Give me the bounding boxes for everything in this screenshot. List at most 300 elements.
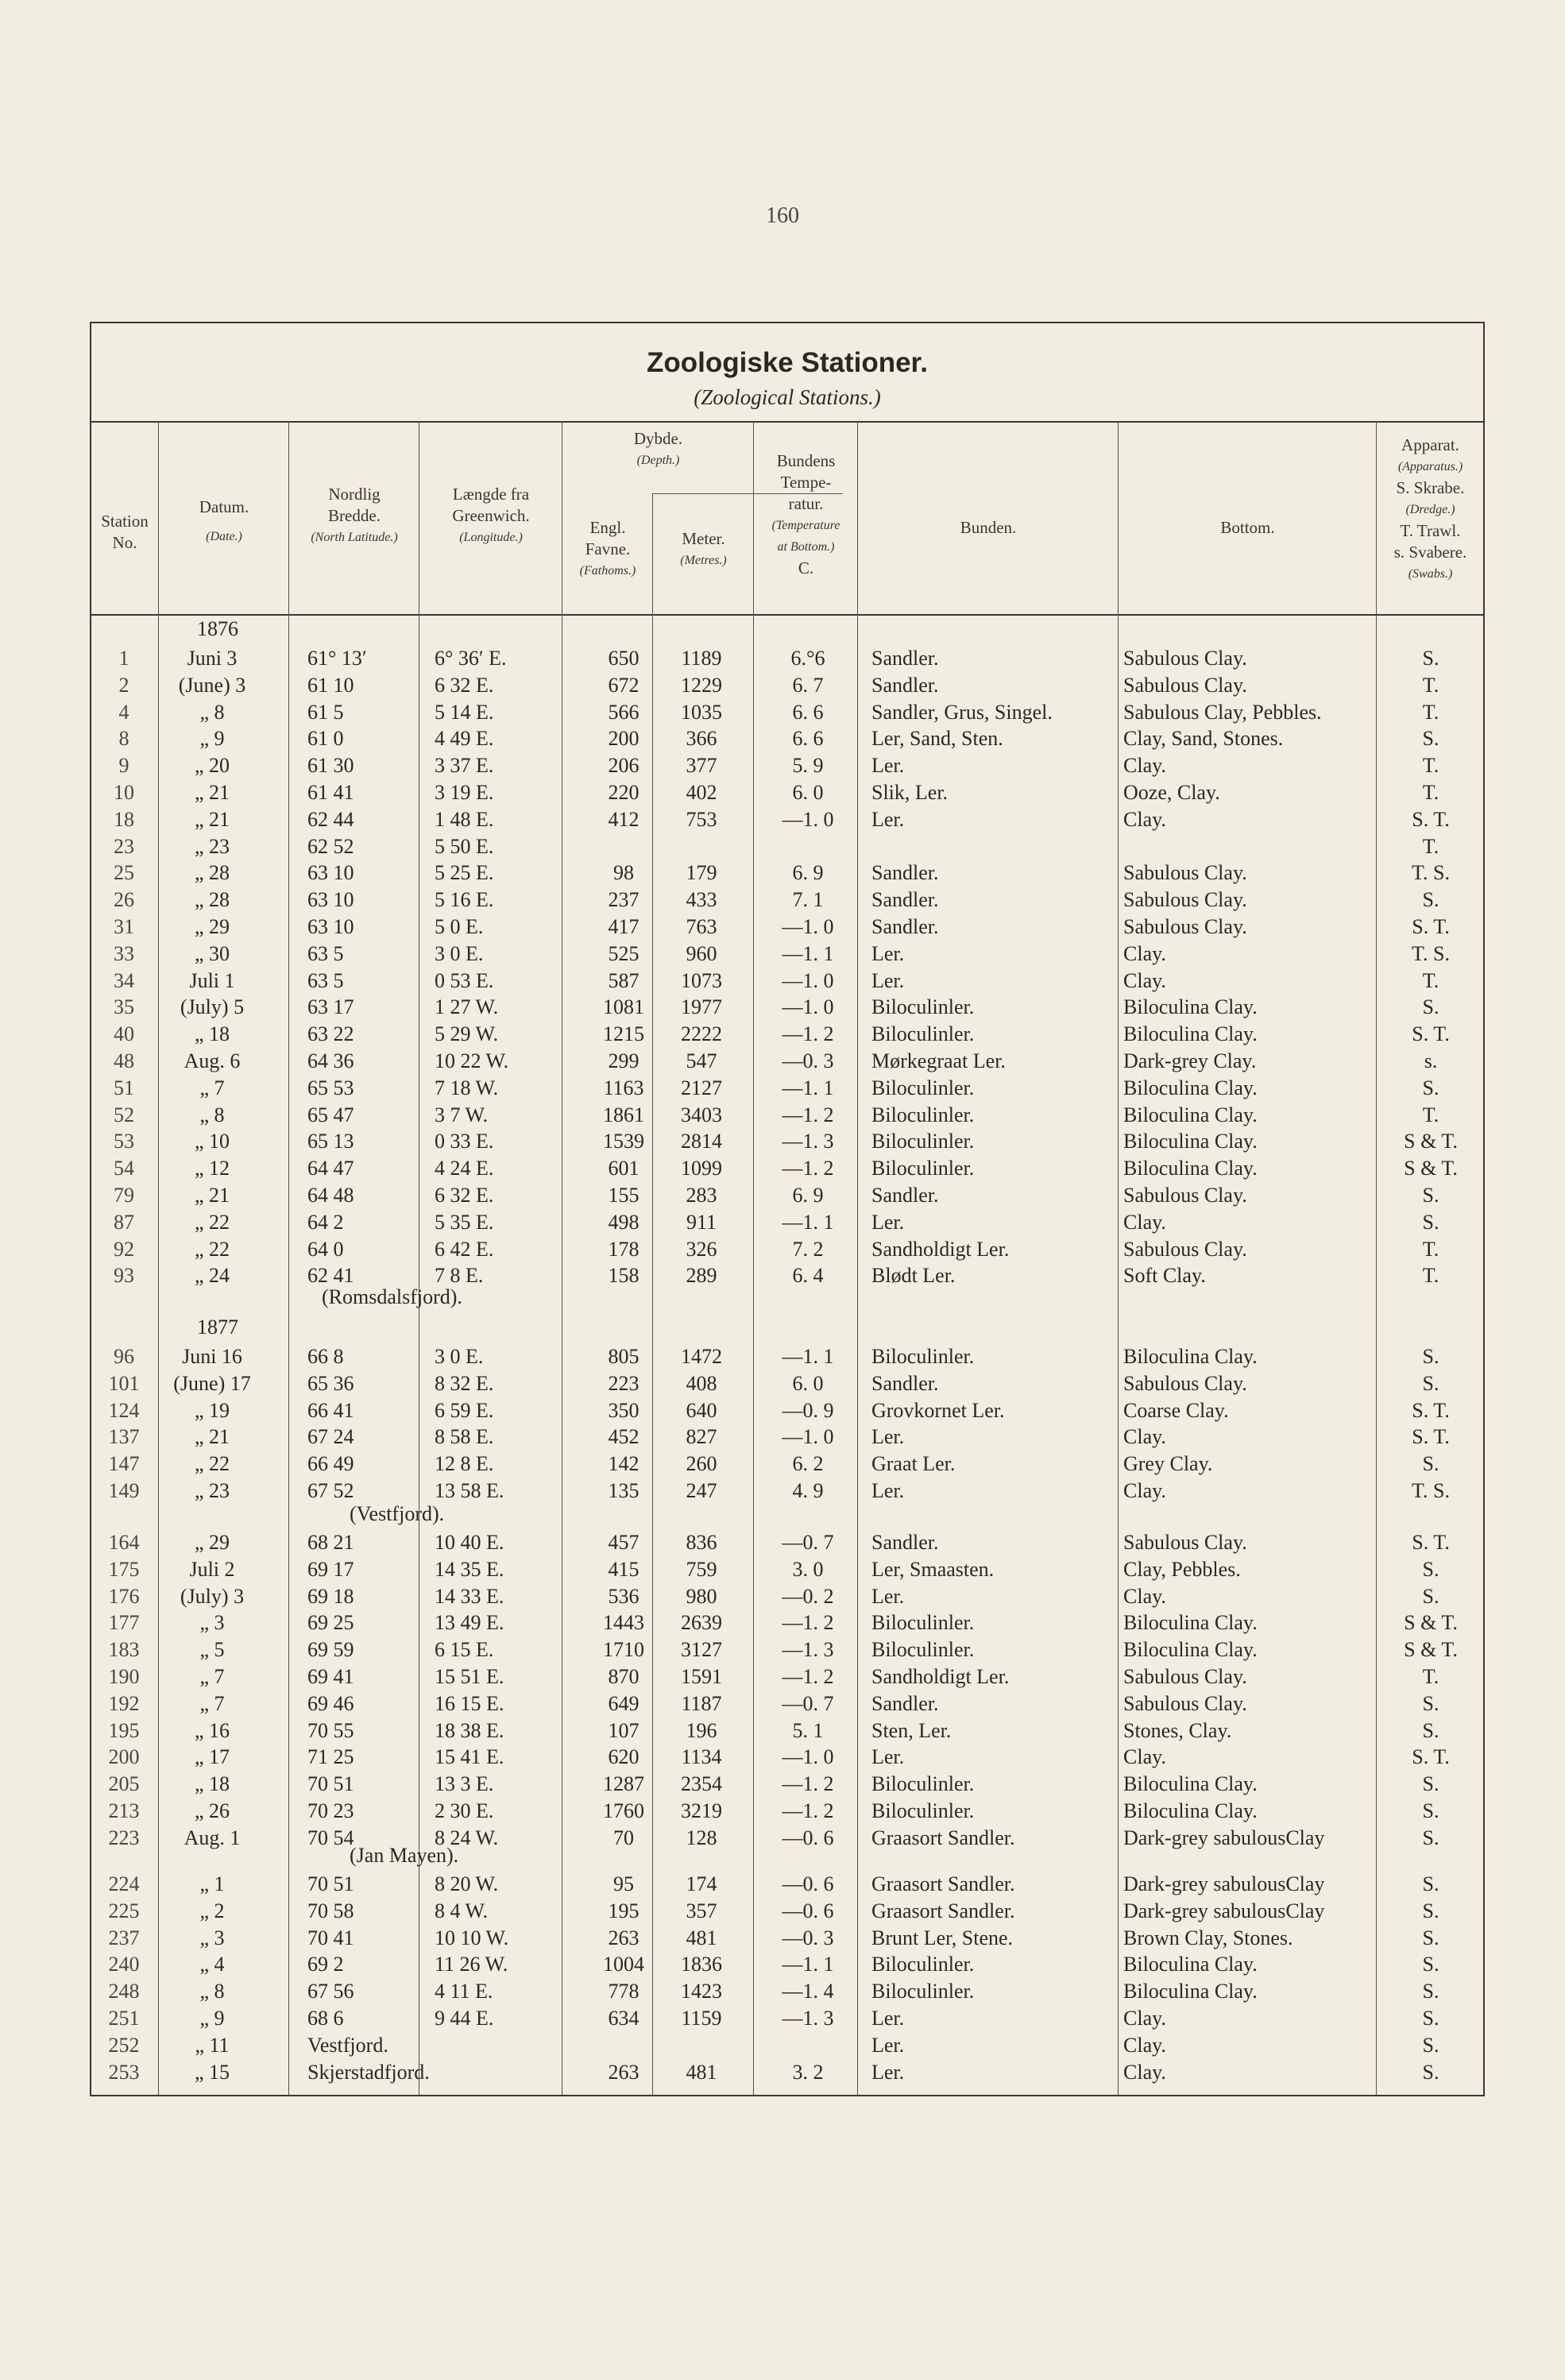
longitude-cell: 9 44 E.: [435, 2007, 494, 2030]
bottom-english-cell: Clay, Sand, Stones.: [1123, 727, 1284, 751]
bottom-english-cell: Dark-grey sabulousClay: [1123, 1872, 1325, 1895]
apparatus-cell: s.: [1424, 1049, 1438, 1072]
latitude-cell: 63 10: [307, 861, 354, 885]
date-cell: „ 9: [199, 2007, 225, 2030]
date-cell: „ 15: [194, 2060, 230, 2084]
depth-fathoms-cell: 178: [608, 1237, 640, 1261]
latitude-cell: 67 52: [307, 1479, 354, 1502]
depth-metres-cell: 640: [686, 1398, 717, 1422]
bottom-temperature-cell: 6. 9: [792, 861, 824, 885]
bottom-temperature-cell: —1. 0: [782, 968, 834, 992]
depth-fathoms-cell: 587: [608, 968, 640, 992]
depth-metres-cell: 759: [686, 1557, 717, 1581]
latitude-cell: 68 21: [307, 1531, 354, 1554]
bottom-temperature-cell: 6. 7: [792, 673, 824, 697]
depth-fathoms-cell: 566: [608, 700, 640, 724]
longitude-cell: 18 38 E.: [435, 1718, 504, 1742]
apparatus-cell: S.: [1422, 647, 1439, 670]
bottom-english-cell: Clay.: [1123, 807, 1166, 831]
bottom-temperature-cell: —0. 7: [782, 1531, 834, 1554]
bottom-english-cell: Sabulous Clay.: [1123, 673, 1247, 697]
bottom-english-cell: Sabulous Clay, Pebbles.: [1123, 700, 1322, 724]
apparatus-cell: S. T.: [1412, 1745, 1450, 1769]
depth-metres-cell: 547: [686, 1049, 717, 1072]
apparatus-cell: S.: [1422, 2060, 1439, 2084]
longitude-cell: 3 0 E.: [435, 1345, 484, 1368]
date-cell: (July) 5: [180, 995, 245, 1019]
latitude-cell: 67 56: [307, 1980, 354, 2003]
station-number-cell: 192: [108, 1691, 140, 1715]
station-number-cell: 96: [114, 1345, 134, 1368]
bottom-norwegian-cell: Graasort Sandler.: [871, 1899, 1015, 1922]
bottom-english-cell: Biloculina Clay.: [1123, 1980, 1258, 2003]
bottom-norwegian-cell: Sandler.: [871, 888, 939, 912]
bottom-english-cell: Dark-grey sabulousClay: [1123, 1826, 1325, 1849]
table-title: Zoologiske Stationer.: [647, 347, 928, 378]
depth-fathoms-cell: 870: [608, 1665, 640, 1688]
bottom-temperature-cell: —1. 0: [782, 915, 834, 938]
table-row: [91, 1397, 1483, 1424]
date-cell: „ 19: [194, 1398, 230, 1422]
station-number-cell: 34: [114, 968, 134, 992]
depth-metres-cell: 260: [686, 1452, 717, 1476]
bottom-norwegian-cell: Ler, Sand, Sten.: [871, 727, 1003, 751]
depth-metres-cell: 179: [686, 861, 717, 885]
table-row: [91, 1021, 1483, 1048]
depth-metres-cell: 1189: [681, 647, 722, 670]
longitude-cell: 14 35 E.: [435, 1557, 504, 1581]
depth-fathoms-cell: 107: [608, 1718, 640, 1742]
table-subtitle: (Zoological Stations.): [694, 385, 881, 409]
bottom-temperature-cell: —1. 1: [782, 1076, 834, 1099]
bottom-norwegian-cell: Ler.: [871, 807, 905, 831]
bottom-temperature-cell: —0. 2: [782, 1584, 834, 1608]
station-number-cell: 8: [118, 727, 129, 751]
bottom-temperature-cell: 6. 2: [792, 1452, 824, 1476]
apparatus-cell: S. T.: [1412, 1425, 1450, 1449]
depth-metres-cell: 377: [686, 754, 717, 778]
header-metres: Meter. (Metres.): [680, 529, 727, 567]
bottom-english-cell: Clay.: [1123, 1745, 1166, 1769]
table-row: [91, 1236, 1483, 1263]
date-cell: „ 28: [194, 861, 230, 885]
date-cell: „ 20: [194, 754, 230, 778]
bottom-english-cell: Ooze, Clay.: [1123, 781, 1220, 804]
bottom-english-cell: Biloculina Clay.: [1123, 1772, 1258, 1796]
apparatus-cell: S.: [1422, 1772, 1439, 1796]
date-cell: „ 24: [194, 1264, 230, 1288]
bottom-english-cell: Sabulous Clay.: [1123, 888, 1247, 912]
apparatus-cell: S.: [1422, 1557, 1439, 1581]
bottom-norwegian-cell: Graasort Sandler.: [871, 1826, 1015, 1849]
location-note: (Romsdalsfjord).: [322, 1285, 462, 1308]
table-row: [91, 725, 1483, 752]
depth-metres-cell: 481: [686, 2060, 717, 2084]
bottom-norwegian-cell: Sandler.: [871, 1531, 939, 1554]
bottom-norwegian-cell: Brunt Ler, Stene.: [871, 1926, 1014, 1949]
longitude-cell: 13 58 E.: [435, 1479, 504, 1502]
date-cell: „ 11: [195, 2033, 230, 2057]
table-row: [91, 1370, 1483, 1397]
bottom-norwegian-cell: Biloculinler.: [871, 995, 975, 1019]
depth-fathoms-cell: 95: [613, 1872, 634, 1895]
station-number-cell: 18: [114, 807, 134, 831]
date-cell: „ 18: [194, 1022, 230, 1046]
table-row: [91, 1583, 1483, 1610]
page-number: 160: [766, 203, 799, 228]
bottom-norwegian-cell: Biloculinler.: [871, 1953, 975, 1976]
bottom-norwegian-cell: Sandler.: [871, 1184, 939, 1207]
apparatus-cell: S. T.: [1412, 807, 1450, 831]
date-cell: „ 26: [194, 1799, 230, 1822]
table-row: [91, 1182, 1483, 1209]
station-number-cell: 252: [108, 2033, 140, 2057]
depth-metres-cell: 1472: [681, 1345, 722, 1368]
date-cell: „ 12: [194, 1157, 230, 1180]
table-row: [91, 2005, 1483, 2032]
bottom-temperature-cell: —1. 2: [782, 1103, 834, 1126]
bottom-english-cell: Biloculina Clay.: [1123, 1611, 1258, 1635]
date-cell: „ 21: [194, 807, 230, 831]
bottom-norwegian-cell: Biloculinler.: [871, 1130, 975, 1153]
date-cell: „ 2: [199, 1899, 225, 1922]
bottom-norwegian-cell: Sandler.: [871, 915, 939, 938]
depth-metres-cell: 289: [686, 1264, 717, 1288]
date-cell: „ 23: [194, 834, 230, 858]
depth-metres-cell: 1229: [681, 673, 722, 697]
longitude-cell: 15 41 E.: [435, 1745, 504, 1769]
latitude-cell: 70 54: [307, 1826, 354, 1849]
bottom-temperature-cell: 6. 6: [792, 727, 824, 751]
bottom-english-cell: Clay.: [1123, 754, 1166, 778]
station-number-cell: 137: [108, 1425, 140, 1449]
table-row: [91, 806, 1483, 833]
bottom-norwegian-cell: Biloculinler.: [871, 1611, 975, 1635]
apparatus-cell: S. T.: [1412, 1022, 1450, 1046]
station-number-cell: 54: [114, 1157, 134, 1180]
table-row: [91, 1048, 1483, 1075]
date-cell: „ 9: [199, 727, 225, 751]
station-number-cell: 176: [108, 1584, 140, 1608]
bottom-norwegian-cell: Biloculinler.: [871, 1345, 975, 1368]
date-cell: „ 21: [194, 1425, 230, 1449]
bottom-temperature-cell: —1. 2: [782, 1665, 834, 1688]
bottom-temperature-cell: 4. 9: [792, 1479, 824, 1502]
table-row: [91, 1871, 1483, 1898]
date-cell: (June) 17: [173, 1371, 251, 1395]
date-cell: (June) 3: [178, 673, 246, 697]
latitude-cell: 61 10: [307, 673, 354, 697]
longitude-cell: 8 4 W.: [435, 1899, 489, 1922]
depth-metres-cell: 3403: [681, 1103, 722, 1126]
date-cell: „ 21: [194, 781, 230, 804]
apparatus-cell: S.: [1422, 1452, 1439, 1476]
bottom-english-cell: Biloculina Clay.: [1123, 995, 1258, 1019]
bottom-english-cell: Dark-grey sabulousClay: [1123, 1899, 1325, 1922]
depth-metres-cell: 433: [686, 888, 717, 912]
latitude-cell: 65 36: [307, 1371, 354, 1395]
station-number-cell: 101: [108, 1371, 140, 1395]
longitude-cell: 7 18 W.: [435, 1076, 499, 1099]
bottom-english-cell: Soft Clay.: [1123, 1264, 1206, 1288]
bottom-english-cell: Stones, Clay.: [1123, 1718, 1232, 1742]
bottom-temperature-cell: —1. 0: [782, 807, 834, 831]
date-cell: „ 8: [199, 1980, 225, 2003]
bottom-english-cell: Dark-grey Clay.: [1123, 1049, 1257, 1072]
bottom-temperature-cell: 5. 9: [792, 754, 824, 778]
table-row: [91, 2059, 1483, 2086]
latitude-cell: 67 24: [307, 1425, 354, 1449]
bottom-english-cell: Biloculina Clay.: [1123, 1638, 1258, 1662]
depth-fathoms-cell: 135: [608, 1479, 640, 1502]
longitude-cell: 5 50 E.: [435, 834, 494, 858]
depth-metres-cell: 1591: [681, 1665, 722, 1688]
date-cell: „ 7: [199, 1691, 225, 1715]
latitude-cell: 69 25: [307, 1611, 354, 1635]
bottom-norwegian-cell: Biloculinler.: [871, 1638, 975, 1662]
depth-metres-cell: 196: [686, 1718, 717, 1742]
bottom-norwegian-cell: Ler.: [871, 2060, 905, 2084]
table-row: [91, 1451, 1483, 1478]
apparatus-cell: T. S.: [1412, 1479, 1450, 1502]
depth-fathoms-cell: 1710: [603, 1638, 644, 1662]
longitude-cell: 8 20 W.: [435, 1872, 499, 1895]
longitude-cell: 1 48 E.: [435, 807, 494, 831]
latitude-cell: 69 41: [307, 1665, 354, 1688]
longitude-cell: 12 8 E.: [435, 1452, 494, 1476]
latitude-cell: 70 51: [307, 1772, 354, 1796]
bottom-temperature-cell: 6. 9: [792, 1184, 824, 1207]
longitude-cell: 4 11 E.: [435, 1980, 493, 2003]
station-number-cell: 237: [108, 1926, 140, 1949]
depth-metres-cell: 960: [686, 941, 717, 965]
longitude-cell: 7 8 E.: [435, 1264, 484, 1288]
bottom-norwegian-cell: Ler.: [871, 968, 905, 992]
bottom-temperature-cell: —1. 0: [782, 995, 834, 1019]
latitude-cell: 61° 13′: [307, 647, 367, 670]
bottom-english-cell: Sabulous Clay.: [1123, 1237, 1247, 1261]
apparatus-cell: T.: [1422, 673, 1439, 697]
table-row: [91, 1717, 1483, 1744]
depth-metres-cell: 326: [686, 1237, 717, 1261]
bottom-temperature-cell: —0. 3: [782, 1926, 834, 1949]
date-cell: „ 4: [199, 1953, 225, 1976]
latitude-cell: 65 47: [307, 1103, 354, 1126]
depth-fathoms-cell: 778: [608, 1980, 640, 2003]
latitude-cell: 64 2: [307, 1210, 344, 1234]
depth-fathoms-cell: 1760: [603, 1799, 644, 1822]
latitude-cell: 61 0: [307, 727, 344, 751]
apparatus-cell: T.: [1422, 1103, 1439, 1126]
apparatus-cell: S.: [1422, 1953, 1439, 1976]
date-cell: „ 3: [199, 1611, 225, 1635]
apparatus-cell: S.: [1422, 1926, 1439, 1949]
longitude-cell: 16 15 E.: [435, 1691, 504, 1715]
bottom-norwegian-cell: Sandler.: [871, 1371, 939, 1395]
latitude-cell: 63 22: [307, 1022, 354, 1046]
bottom-norwegian-cell: Biloculinler.: [871, 1022, 975, 1046]
bottom-temperature-cell: —1. 2: [782, 1157, 834, 1180]
date-cell: Juli 1: [189, 968, 235, 992]
apparatus-cell: T.: [1422, 834, 1439, 858]
depth-fathoms-cell: 1215: [603, 1022, 644, 1046]
bottom-norwegian-cell: Sandler.: [871, 1691, 939, 1715]
latitude-cell: 64 47: [307, 1157, 354, 1180]
date-cell: „ 23: [194, 1479, 230, 1502]
latitude-cell: Vestfjord.: [307, 2033, 388, 2057]
date-cell: „ 16: [194, 1718, 230, 1742]
depth-metres-cell: 1159: [681, 2007, 722, 2030]
bottom-norwegian-cell: Ler.: [871, 2033, 905, 2057]
latitude-cell: 63 5: [307, 941, 344, 965]
depth-metres-cell: 2814: [681, 1130, 722, 1153]
table-row: [91, 645, 1483, 672]
table-row: [91, 1262, 1483, 1289]
date-cell: Juni 3: [187, 647, 238, 670]
bottom-temperature-cell: —0. 3: [782, 1049, 834, 1072]
header-fathoms: Engl. Favne. (Fathoms.): [579, 518, 636, 578]
bottom-english-cell: Biloculina Clay.: [1123, 1022, 1258, 1046]
bottom-english-cell: Sabulous Clay.: [1123, 1691, 1247, 1715]
table-row: [91, 914, 1483, 941]
table-row: [91, 1925, 1483, 1952]
station-number-cell: 26: [114, 888, 134, 912]
header-temperature: Bundens Tempe- ratur. (Temperature at Bottom.) C.: [771, 451, 840, 578]
bottom-english-cell: Biloculina Clay.: [1123, 1953, 1258, 1976]
latitude-cell: 62 41: [307, 1264, 354, 1288]
depth-fathoms-cell: 195: [608, 1899, 640, 1922]
date-cell: „ 29: [194, 1531, 230, 1554]
station-number-cell: 200: [108, 1745, 140, 1769]
bottom-english-cell: Brown Clay, Stones.: [1123, 1926, 1293, 1949]
latitude-cell: 61 30: [307, 754, 354, 778]
bottom-norwegian-cell: Biloculinler.: [871, 1799, 975, 1822]
depth-metres-cell: 481: [686, 1926, 717, 1949]
depth-metres-cell: 3219: [681, 1799, 722, 1822]
bottom-temperature-cell: —1. 0: [782, 1425, 834, 1449]
table-row: [91, 1209, 1483, 1236]
table-row: [91, 1529, 1483, 1556]
table-row: [91, 1951, 1483, 1978]
bottom-norwegian-cell: Biloculinler.: [871, 1157, 975, 1180]
table-row: [91, 1636, 1483, 1663]
bottom-english-cell: Sabulous Clay.: [1123, 1184, 1247, 1207]
latitude-cell: 62 44: [307, 807, 354, 831]
longitude-cell: 1 27 W.: [435, 995, 499, 1019]
longitude-cell: 6 32 E.: [435, 673, 494, 697]
table-row: [91, 1690, 1483, 1717]
header-bottom: Bottom.: [1220, 518, 1275, 537]
depth-metres-cell: 1836: [681, 1953, 722, 1976]
depth-fathoms-cell: 158: [608, 1264, 640, 1288]
depth-fathoms-cell: 650: [608, 647, 640, 670]
table-row: [91, 1798, 1483, 1825]
apparatus-cell: T.: [1422, 781, 1439, 804]
table-row: [91, 887, 1483, 914]
bottom-temperature-cell: —1. 1: [782, 941, 834, 965]
table-row: [91, 779, 1483, 806]
table-row: [91, 860, 1483, 887]
depth-metres-cell: 1134: [681, 1745, 722, 1769]
longitude-cell: 14 33 E.: [435, 1584, 504, 1608]
bottom-norwegian-cell: Sandler, Grus, Singel.: [871, 700, 1053, 724]
apparatus-cell: S & T.: [1404, 1130, 1458, 1153]
bottom-norwegian-cell: Sandler.: [871, 647, 939, 670]
bottom-norwegian-cell: Graat Ler.: [871, 1452, 956, 1476]
latitude-cell: 66 49: [307, 1452, 354, 1476]
location-note: (Jan Mayen).: [350, 1844, 459, 1867]
depth-fathoms-cell: 98: [613, 861, 634, 885]
bottom-english-cell: Clay.: [1123, 1210, 1166, 1234]
bottom-norwegian-cell: Biloculinler.: [871, 1103, 975, 1126]
depth-fathoms-cell: 1443: [603, 1611, 644, 1635]
bottom-temperature-cell: —0. 7: [782, 1691, 834, 1715]
depth-fathoms-cell: 142: [608, 1452, 640, 1476]
longitude-cell: 8 24 W.: [435, 1826, 499, 1849]
bottom-temperature-cell: 6. 0: [792, 781, 824, 804]
longitude-cell: 5 35 E.: [435, 1210, 494, 1234]
table-row: [91, 1825, 1483, 1852]
apparatus-cell: T.: [1422, 968, 1439, 992]
bottom-english-cell: Clay.: [1123, 1584, 1166, 1608]
longitude-cell: 3 37 E.: [435, 754, 494, 778]
latitude-cell: 69 18: [307, 1584, 354, 1608]
depth-metres-cell: 2354: [681, 1772, 722, 1796]
station-number-cell: 53: [114, 1130, 134, 1153]
table-row: [91, 1744, 1483, 1771]
depth-metres-cell: 836: [686, 1531, 717, 1554]
bottom-temperature-cell: —1. 3: [782, 1130, 834, 1153]
apparatus-cell: T.: [1422, 1264, 1439, 1288]
latitude-cell: 66 8: [307, 1345, 344, 1368]
bottom-norwegian-cell: Sandholdigt Ler.: [871, 1665, 1010, 1688]
station-number-cell: 33: [114, 941, 134, 965]
date-cell: „ 3: [199, 1926, 225, 1949]
bottom-norwegian-cell: Grovkornet Ler.: [871, 1398, 1005, 1422]
depth-fathoms-cell: 672: [608, 673, 640, 697]
bottom-norwegian-cell: Sandler.: [871, 861, 939, 885]
longitude-cell: 6 42 E.: [435, 1237, 494, 1261]
bottom-norwegian-cell: Blødt Ler.: [871, 1264, 956, 1288]
depth-metres-cell: 763: [686, 915, 717, 938]
table-row: [91, 1556, 1483, 1583]
depth-fathoms-cell: 1539: [603, 1130, 644, 1153]
table-row: [91, 1102, 1483, 1129]
longitude-cell: 4 24 E.: [435, 1157, 494, 1180]
table-row: [91, 941, 1483, 968]
bottom-temperature-cell: —1. 0: [782, 1745, 834, 1769]
station-number-cell: 9: [118, 754, 129, 778]
bottom-english-cell: Clay.: [1123, 2007, 1166, 2030]
date-cell: „ 8: [199, 700, 225, 724]
longitude-cell: 6 32 E.: [435, 1184, 494, 1207]
date-cell: „ 22: [194, 1452, 230, 1476]
apparatus-cell: S. T.: [1412, 1531, 1450, 1554]
apparatus-cell: S & T.: [1404, 1157, 1458, 1180]
bottom-english-cell: Sabulous Clay.: [1123, 861, 1247, 885]
station-number-cell: 240: [108, 1953, 140, 1976]
bottom-temperature-cell: —1. 4: [782, 1980, 834, 2003]
depth-fathoms-cell: 70: [613, 1826, 634, 1849]
depth-metres-cell: 283: [686, 1184, 717, 1207]
apparatus-cell: S.: [1422, 2007, 1439, 2030]
station-number-cell: 195: [108, 1718, 140, 1742]
longitude-cell: 5 16 E.: [435, 888, 494, 912]
station-number-cell: 51: [114, 1076, 134, 1099]
latitude-cell: 63 10: [307, 888, 354, 912]
depth-fathoms-cell: 1287: [603, 1772, 644, 1796]
depth-fathoms-cell: 206: [608, 754, 640, 778]
